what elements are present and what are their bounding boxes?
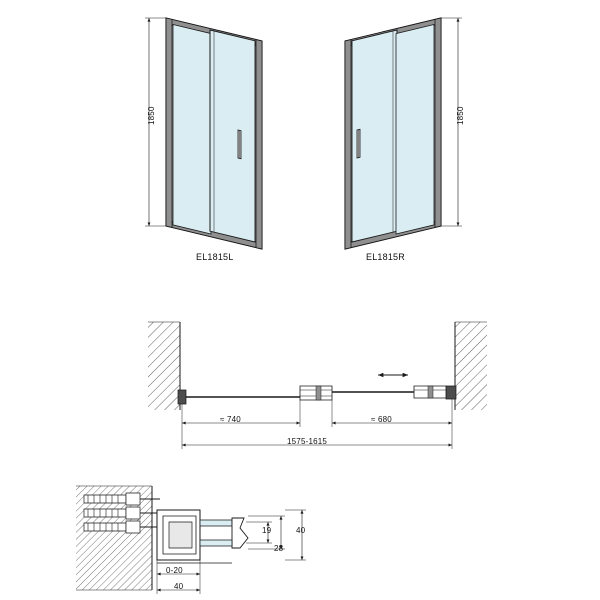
plan-dim-left-label: ≈ 740: [220, 415, 241, 424]
section-dim-wall-gap-label: 0-20: [166, 566, 183, 575]
section-detail-view: [76, 486, 306, 594]
elevation-left-view: [145, 18, 262, 249]
elevation-left-model-label: EL1815L: [196, 252, 234, 262]
plan-view: [148, 322, 487, 449]
plan-dim-right-label: ≈ 680: [371, 415, 392, 424]
section-dim-profile-width-label: 40: [174, 582, 184, 591]
elevation-left-height-label: 1850: [147, 106, 156, 125]
section-dim-inner-b-label: 28: [274, 544, 284, 553]
elevation-right-model-label: EL1815R: [366, 252, 405, 262]
elevation-right-view: [345, 18, 462, 249]
section-dim-profile-depth-label: 40: [296, 526, 306, 535]
plan-dim-total-label: 1575-1615: [287, 437, 328, 446]
section-dim-inner-a-label: 19: [262, 526, 272, 535]
elevation-right-height-label: 1850: [456, 106, 465, 125]
